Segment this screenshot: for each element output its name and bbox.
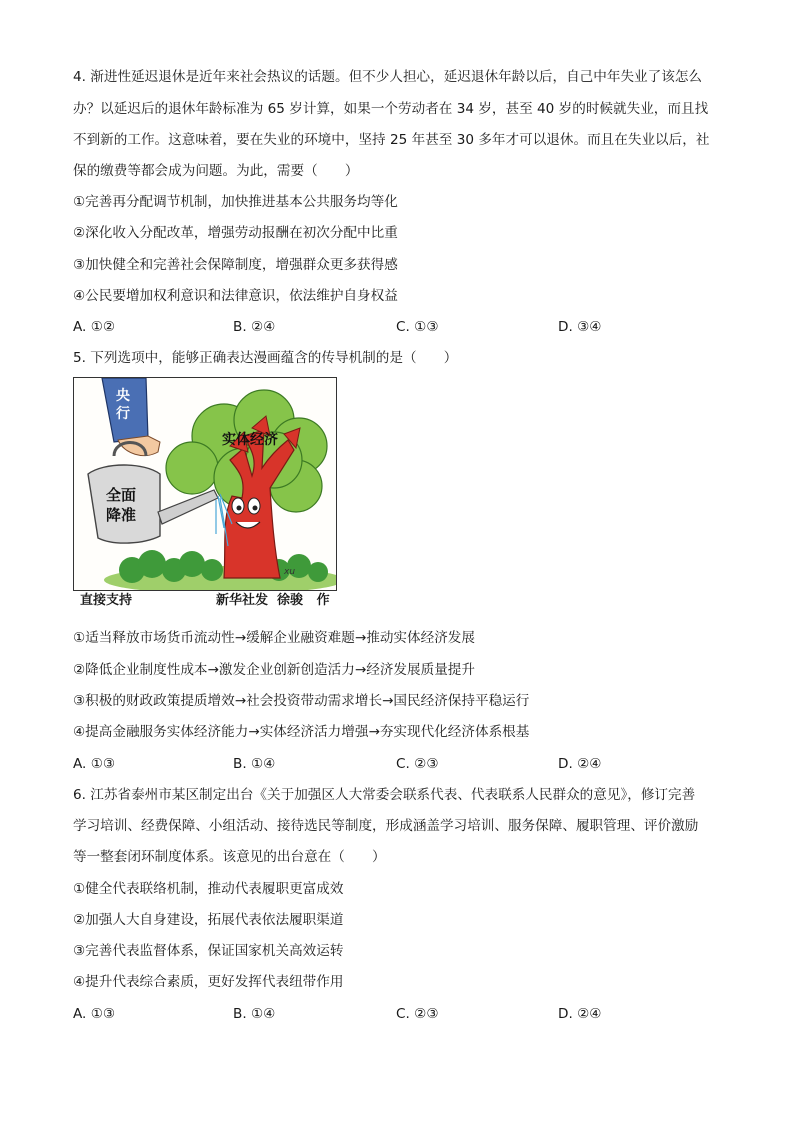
q4-statement-4: ④公民要增加权利意识和法律意识，依法维护自身权益 [73,288,398,304]
bucket-top-char-1: 央 [116,388,130,404]
q6-statement-4: ④提升代表综合素质，更好发挥代表纽带作用 [73,974,344,990]
q4-statement-3: ③加快健全和完善社会保障制度，增强群众更多获得感 [73,257,398,273]
q4-option-a[interactable]: A. ①② [73,319,116,335]
q6-statement-2: ②加强人大自身建设，拓展代表依法履职渠道 [73,912,344,928]
q5-statement-1: ①适当释放市场货币流动性→缓解企业融资难题→推动实体经济发展 [73,630,475,646]
q4-option-b[interactable]: B. ②④ [233,319,276,335]
bucket-top-char-2: 行 [116,406,130,422]
q4-stem-line-1: 4. 渐进性延迟退休是近年来社会热议的话题。但不少人担心，延迟退休年龄以后，自己中年失业了该怎么 [73,69,703,85]
q5-stem: 5. 下列选项中，能够正确表达漫画蕴含的传导机制的是（ ） [73,350,458,366]
q5-option-b[interactable]: B. ①④ [233,756,276,772]
q5-statement-3: ③积极的财政政策提质增效→社会投资带动需求增长→国民经济保持平稳运行 [73,693,530,709]
q6-stem-line-2: 学习培训、经费保障、小组活动、接待选民等制度，形成涵盖学习培训、服务保障、履职管理、评价激励 [73,818,699,834]
q5-option-a[interactable]: A. ①③ [73,756,116,772]
cartoon-drawing [74,378,337,591]
q4-option-c[interactable]: C. ①③ [396,319,439,335]
bucket-label-line-2: 降准 [106,506,137,524]
q5-option-c[interactable]: C. ②③ [396,756,439,772]
q6-stem-line-1: 6. 江苏省泰州市某区制定出台《关于加强区人大常委会联系代表、代表联系人民群众的意见》，修订完善 [73,787,696,803]
q6-stem-line-3: 等一整套闭环制度体系。该意见的出台意在（ ） [73,849,386,865]
q4-statement-1: ①完善再分配调节机制，加快推进基本公共服务均等化 [73,194,398,210]
q6-option-d[interactable]: D. ②④ [558,1006,602,1022]
q4-stem-line-3: 不到新的工作。这意味着，要在失业的环境中，坚持 25 年甚至 30 多年才可以退休。而且在失业以后，社 [73,132,710,148]
q6-statement-3: ③完善代表监督体系，保证国家机关高效运转 [73,943,344,959]
q4-option-d[interactable]: D. ③④ [558,319,602,335]
cartoon-caption-title: 直接支持 [80,593,133,608]
q5-statement-2: ②降低企业制度性成本→激发企业创新创造活力→经济发展质量提升 [73,662,475,678]
q6-option-b[interactable]: B. ①④ [233,1006,276,1022]
q4-stem-line-2: 办？以延迟后的退休年龄标准为 65 岁计算，如果一个劳动者在 34 岁，甚至 40 岁的时候就失业，而且找 [73,101,709,117]
q4-stem-line-4: 保的缴费等都会成为问题。为此，需要（ ） [73,163,359,179]
tree-label: 实体经济 [222,432,278,448]
q4-statement-2: ②深化收入分配改革，增强劳动报酬在初次分配中比重 [73,225,398,241]
bucket-label-line-1: 全面 [106,486,137,504]
cartoon-illustration [73,377,337,591]
q6-option-c[interactable]: C. ②③ [396,1006,439,1022]
q6-statement-1: ①健全代表联络机制，推动代表履职更富成效 [73,881,344,897]
cartoon-caption-credit: 新华社发 徐骏 作 [216,593,330,608]
q5-option-d[interactable]: D. ②④ [558,756,602,772]
q5-statement-4: ④提高金融服务实体经济能力→实体经济活力增强→夯实现代化经济体系根基 [73,724,530,740]
q6-option-a[interactable]: A. ①③ [73,1006,116,1022]
artist-signature: xu [284,567,296,577]
